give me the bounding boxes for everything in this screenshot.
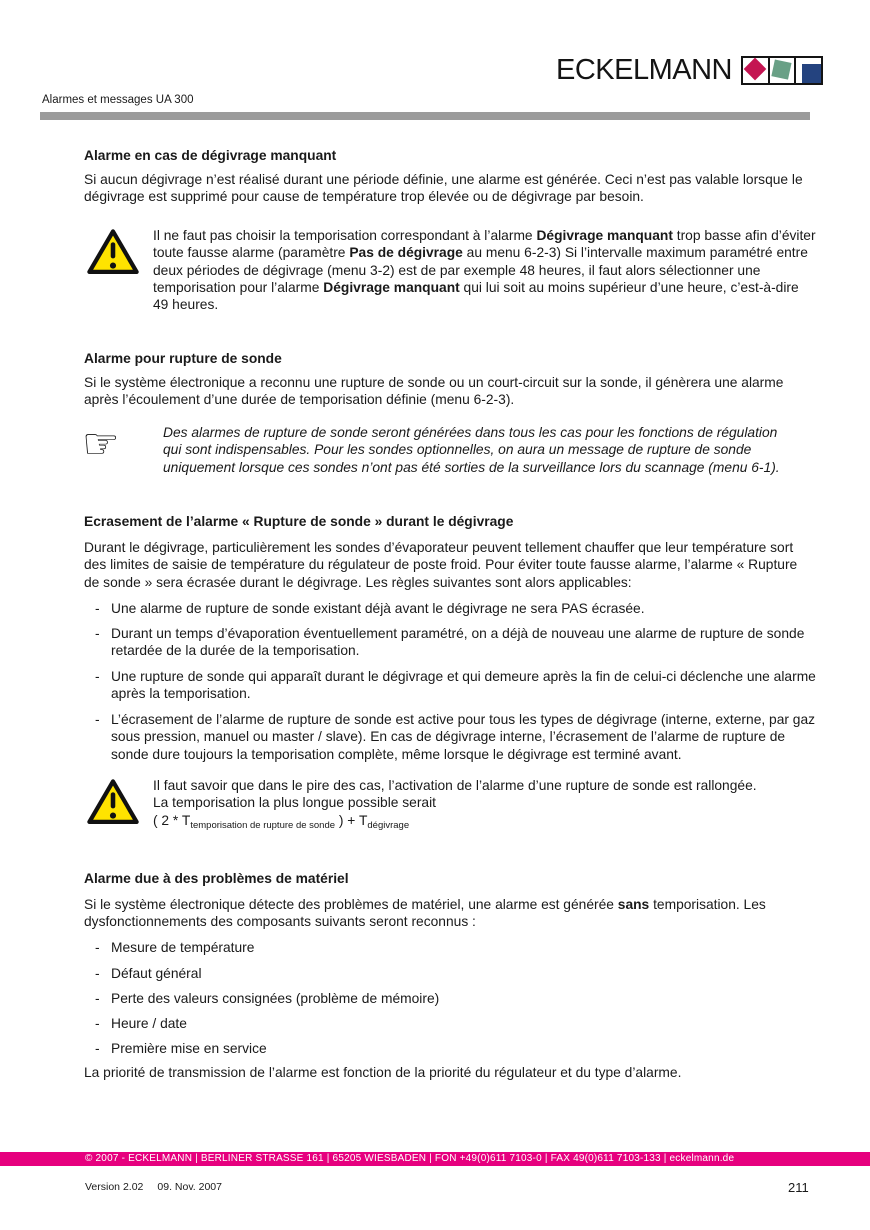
list-item: - L’écrasement de l’alarme de rupture de sonde est active pour tous les types de dégivrage (interne, externe, par gaz sous pression, manuel ou master / slave). En cas de dégivrage interne, l’écrasement de l’alarme de rupture de sonde dure toujours la temporisation complète, même lorsque le dégivrage est terminé avant. — [95, 712, 816, 762]
paragraph: Durant le dégivrage, particulièrement les sondes d’évaporateur peuvent tellement chauffer que leur température sort des limites de saisie de température du régulateur de poste froid. Pour éviter toute fausse alarme, l’alarme « Rupture de sonde » sera écrasée durant le dégivrage. Les règles suivantes sont alors applicables: — [84, 540, 798, 590]
paragraph: La priorité de transmission de l’alarme est fonction de la priorité du régulateur et du type d’alarme. — [84, 1065, 682, 1080]
logo-square-blue-icon — [802, 64, 821, 83]
eckelmann-logo — [556, 55, 823, 85]
note-text: Des alarmes de rupture de sonde seront générées dans tous les cas pour les fonctions de régulation qui sont indispensables. Pour les sondes optionnelles, on aura un message de rupture de sonde uniquement lorsque ces sondes n’ont pas été sorties de la surveillance lors du scannage (menu 6-1). — [163, 425, 780, 475]
list-item: - Première mise en service — [95, 1041, 267, 1056]
page-number: 211 — [788, 1180, 809, 1195]
logo-cell — [741, 56, 770, 85]
list-item: - Une rupture de sonde qui apparaît durant le dégivrage et qui demeure après la fin de celui-ci déclenche une alarme après la temporisation. — [95, 669, 816, 702]
warning-line: Il faut savoir que dans le pire des cas, l’activation de l’alarme d’une rupture de sonde est rallongée. — [153, 778, 757, 793]
bullet-marker: - — [95, 966, 100, 981]
list-item: - Heure / date — [95, 1016, 187, 1031]
logo-cell — [768, 56, 797, 85]
bullet-marker: - — [95, 1016, 100, 1031]
bullet-marker: - — [95, 991, 100, 1006]
section-heading-sensor-break: Alarme pour rupture de sonde — [84, 351, 282, 366]
logo-cell — [794, 56, 823, 85]
warning-text — [153, 777, 817, 834]
section-heading-missing-defrost: Alarme en cas de dégivrage manquant — [84, 148, 337, 163]
version-label: Version 2.02 — [85, 1181, 144, 1193]
header-rule — [40, 112, 810, 120]
bullet-marker: - — [95, 712, 100, 727]
list-item: - Mesure de température — [95, 940, 255, 955]
paragraph: Si aucun dégivrage n’est réalisé durant une période définie, une alarme est générée. Ceci n’est pas valable lorsque le dégivrage est supprimé pour cause de température trop élevée ou de dégivrage par besoin. — [84, 172, 803, 205]
footer-address-bar: © 2007 - ECKELMANN | BERLINER STRASSE 161 | 65205 WIESBADEN | FON +49(0)611 7103-0 | FAX 49(0)611 7103-133 | eckelmann.de — [0, 1152, 870, 1166]
logo-diamond-magenta-icon — [743, 58, 766, 81]
footer-version-line — [85, 1181, 222, 1193]
logo-mark-icon — [741, 56, 823, 85]
section-heading-hardware: Alarme due à des problèmes de matériel — [84, 871, 349, 886]
version-date: 09. Nov. 2007 — [157, 1181, 222, 1193]
list-item: - Une alarme de rupture de sonde existant déjà avant le dégivrage ne sera PAS écrasée. — [95, 601, 645, 616]
warning-triangle-icon — [86, 778, 140, 827]
warning-formula: ( $2 * T_{temporisation de rupture de sonde}$ ) + $T_{dégivrage}$ — [153, 812, 410, 831]
warning-text: Il ne faut pas choisir la temporisation correspondant à l’alarme Dégivrage manquant trop basse afin d’éviter toute fausse alarme (paramètre Pas de dégivrage au menu 6-2-3) Si l’intervalle maximum paramétré entre deux périodes de dégivrage (menu 3-2) est de par exemple 48 heures, il faut alors sélectionner une temporisation pour l’alarme Dégivrage manquant qui lui soit au moins supérieur d’une heure, c’est-à-dire 49 heures. — [153, 228, 816, 313]
logo-square-green-icon — [771, 59, 791, 79]
paragraph: Si le système électronique détecte des problèmes de matériel, une alarme est générée sans temporisation. Les dysfonctionnements des composants suivants seront reconnus : — [84, 897, 766, 930]
paragraph: Si le système électronique a reconnu une rupture de sonde ou un court-circuit sur la sonde, il génèrera une alarme après l’écoulement d’une durée de temporisation définie (menu 6-2-3). — [84, 375, 784, 408]
logo-wordmark: ECKELMANN — [556, 54, 732, 86]
list-item: - Défaut général — [95, 966, 202, 981]
bullet-marker: - — [95, 1041, 100, 1056]
bullet-marker: - — [95, 669, 100, 684]
bullet-marker: - — [95, 601, 100, 616]
bullet-marker: - — [95, 940, 100, 955]
pointing-hand-icon: ☞ — [82, 419, 120, 468]
section-heading-overwrite: Ecrasement de l’alarme « Rupture de sonde » durant le dégivrage — [84, 514, 514, 529]
bullet-marker: - — [95, 626, 100, 641]
list-item: - Perte des valeurs consignées (problème de mémoire) — [95, 991, 440, 1006]
warning-line: La temporisation la plus longue possible serait — [153, 795, 437, 811]
warning-triangle-icon — [86, 228, 140, 277]
list-item: - Durant un temps d’évaporation éventuellement paramétré, on a déjà de nouveau une alarme de rupture de sonde retardée de la durée de la temporisation. — [95, 626, 805, 659]
breadcrumb: Alarmes et messages UA 300 — [42, 94, 194, 106]
